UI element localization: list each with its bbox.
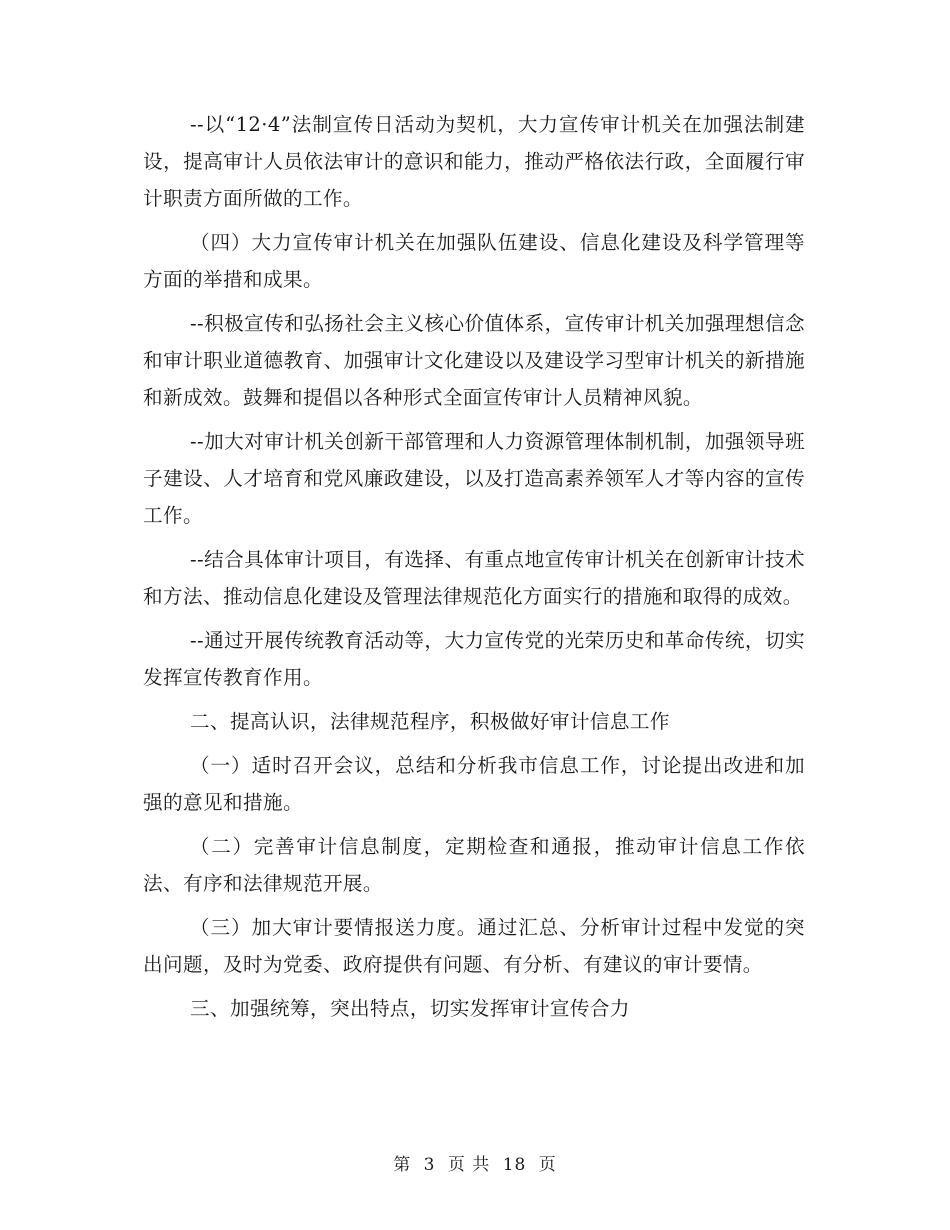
footer-suffix: 页 <box>538 1155 557 1175</box>
paragraph-4: --加大对审计机关创新干部管理和人力资源管理体制机制，加强领导班子建设、人才培育和党风廉政建设，以及打造高素养领军人才等内容的宣传工作。 <box>143 430 805 527</box>
footer-total-pages: 18 <box>502 1155 527 1175</box>
section-heading-3: 三、加强统筹，突出特点，切实发挥审计宣传合力 <box>190 997 630 1020</box>
paragraph-1: --以“12·4”法制宣传日活动为契机，大力宣传审计机关在加强法制建设，提高审计人员依法审计的意识和能力，推动严格依法行政，全面履行审计职责方面所做的工作。 <box>143 113 805 210</box>
footer-page-number: 3 <box>423 1155 436 1175</box>
page-footer <box>0 1150 950 1175</box>
paragraph-7: （一）适时召开会议，总结和分析我市信息工作，讨论提出改进和加强的意见和措施。 <box>143 754 805 814</box>
section-heading-2: 二、提高认识，法律规范程序，积极做好审计信息工作 <box>190 710 670 733</box>
footer-prefix: 第 <box>393 1155 412 1175</box>
paragraph-6: --通过开展传统教育活动等，大力宣传党的光荣历史和革命传统，切实发挥宣传教育作用。 <box>143 629 805 689</box>
paragraph-8: （二）完善审计信息制度，定期检查和通报，推动审计信息工作依法、有序和法律规范开展。 <box>143 835 805 895</box>
document-body <box>143 106 805 1034</box>
paragraph-5: --结合具体审计项目，有选择、有重点地宣传审计机关在创新审计技术和方法、推动信息化建设及管理法律规范化方面实行的措施和取得的成效。 <box>143 548 805 608</box>
paragraph-2: （四）大力宣传审计机关在加强队伍建设、信息化建设及科学管理等方面的举措和成果。 <box>143 231 805 291</box>
paragraph-3: --积极宣传和弘扬社会主义核心价值体系，宣传审计机关加强理想信念和审计职业道德教育、加强审计文化建设以及建设学习型审计机关的新措施和新成效。鼓舞和提倡以各种形式全面宣传审计人员精神风貌。 <box>143 312 805 409</box>
paragraph-9: （三）加大审计要情报送力度。通过汇总、分析审计过程中发觉的突出问题，及时为党委、政府提供有问题、有分析、有建议的审计要情。 <box>143 916 805 976</box>
footer-mid: 页 共 <box>447 1155 491 1175</box>
